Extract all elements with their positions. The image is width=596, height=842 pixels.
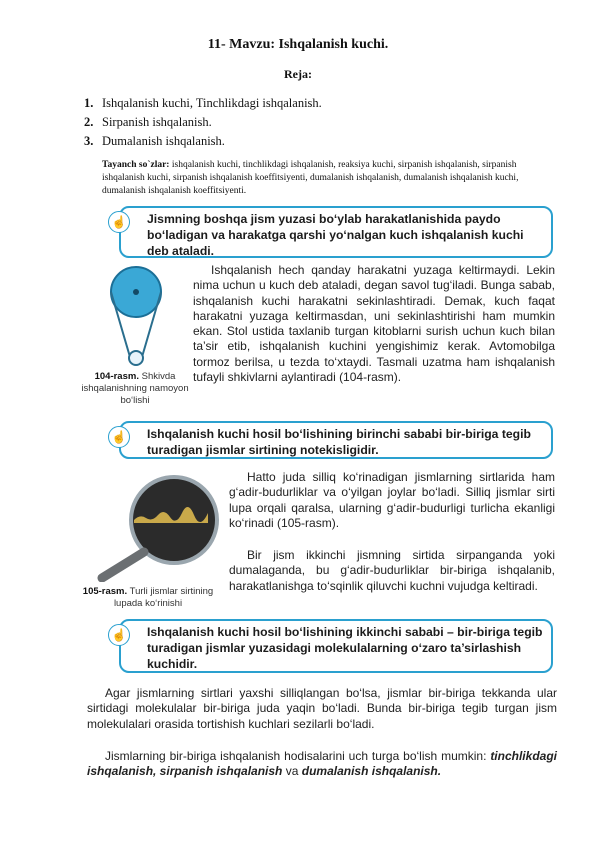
pointing-hand-icon: ☝ bbox=[108, 426, 130, 448]
paragraph-2a: Hatto juda silliq ko‘rinadigan jismlarning sirtlarida ham g‘adir-budurliklar va o‘yilgan joylar bo‘ladi. Silliq jismlar sirti lupa orqali qaralsa, ularning g‘adir-budurligi turlicha ekanligi ko‘rinadi (105-rasm). bbox=[229, 470, 555, 530]
fig104-caption bbox=[80, 371, 190, 407]
keywords bbox=[102, 159, 542, 198]
first-cause-text: Ishqalanish kuchi hosil bo‘lishining birinchi sababi bir-biriga tegib turadigan jismlar sirtining notekisligidir. bbox=[147, 427, 531, 457]
pulley-figure bbox=[100, 262, 172, 370]
paragraph-3: Agar jismlarning sirtlari yaxshi silliqlangan bo‘lsa, jismlar bir-biriga tekkanda ular sirtidagi molekulalar bir-biriga juda yaqin bo‘ladi. Bunda bir-biriga tegib turgan jism molekulalari orasida tortishish kuchlari sezilarli bo‘ladi. bbox=[87, 686, 557, 731]
paragraph-2b: Bir jism ikkinchi jismning sirtida sirpanganda yoki dumalaganda, bu g‘adir-budurliklar bir-biriga ishqalanib, harakatlanishga to‘sqinlik qiluvchi kuchni vujudga keltiradi. bbox=[229, 548, 555, 593]
paragraph-4 bbox=[87, 749, 557, 780]
paragraph-4-start: Jismlarning bir-biriga ishqalanish hodisalarini uch turga bo‘lish mumkin: bbox=[105, 749, 491, 763]
fig105-text: Turli jismlar sirtining lupada ko‘rinishi bbox=[113, 586, 214, 609]
magnifier-figure bbox=[82, 470, 232, 582]
page-title: 11- Mavzu: Ishqalanish kuchi. bbox=[207, 37, 389, 52]
fig105-number: 105-rasm. bbox=[82, 586, 128, 597]
plan-item bbox=[84, 115, 212, 130]
fig104-text: Shkivda ishqalanishning namoyon bo‘lishi bbox=[81, 371, 189, 406]
fig104-number: 104-rasm. bbox=[94, 371, 139, 382]
plan-item bbox=[84, 134, 225, 149]
keywords-text: ishqalanish kuchi, tinchlikdagi ishqalanish, reaksiya kuchi, sirpanish ishqalanish, sirpanish ishqalanish kuchi, sirpanish ishqalanish koeffitsiyenti, dumalanish ishqalanish, dumalanish ishqalanish kuchi, dumalanish ishqalanish koeffitsiyenti. bbox=[102, 160, 519, 196]
friction-types: tinchlikdagi ishqalanish, sirpanish ishqalanish bbox=[87, 749, 557, 779]
plan-text: Sirpanish ishqalanish. bbox=[102, 115, 212, 129]
pointing-hand-icon: ☝ bbox=[108, 624, 130, 646]
friction-type-rolling: dumalanish ishqalanish. bbox=[301, 764, 442, 779]
plan-text: Ishqalanish kuchi, Tinchlikdagi ishqalanish. bbox=[102, 96, 322, 110]
pulley-axle bbox=[133, 289, 139, 295]
plan-item bbox=[84, 96, 322, 111]
magnifier-handle bbox=[102, 552, 144, 578]
paragraph-4-and: va bbox=[282, 764, 302, 779]
plan-heading: Reja: bbox=[284, 67, 312, 81]
plan-number: 2. bbox=[84, 115, 94, 129]
pointing-hand-icon: ☝ bbox=[108, 211, 130, 233]
plan-number: 1. bbox=[84, 96, 94, 110]
plan-text: Dumalanish ishqalanish. bbox=[102, 134, 225, 148]
second-cause-box bbox=[111, 619, 553, 673]
definition-box bbox=[111, 206, 553, 258]
keywords-label: Tayanch so`zlar: bbox=[102, 160, 170, 170]
fig105-caption bbox=[78, 586, 218, 610]
definition-text: Jismning boshqa jism yuzasi bo‘ylab harakatlanishida paydo bo‘ladigan va harakatga qarshi yo‘nalgan kuch ishqalanish kuchi deb ataladi. bbox=[147, 212, 524, 258]
paragraph-1: Ishqalanish hech qanday harakatni yuzaga keltirmaydi. Lekin nima uchun u kuch deb ataladi, degan savol tug‘iladi. Bunga sabab, ishqalanish kuchi harakatni sekinlashtiradi. Demak, kuch faqat harakatni yuzaga keltirmasdan, uni sekinlashtirishi ham mumkin ekan. Stol ustida taxlanib turgan kitoblarni surish uchun kuch bilan ta’sir etib, ishqalanish kuchini yengishimiz kerak. Avtomobilga tormoz berilsa, u tezda to‘xtaydi. Tasmali uzatma ham ishqalanish tufayli shkivlarni aylantiradi (104-rasm). bbox=[193, 263, 555, 385]
first-cause-box bbox=[111, 421, 553, 459]
second-cause-text: Ishqalanish kuchi hosil bo‘lishining ikkinchi sababi – bir-biriga tegib turadigan jismlar yuzasidagi molekulalarning o‘zaro ta’sirlashish kuchidir. bbox=[147, 625, 543, 671]
pulley-wheel-small bbox=[129, 351, 143, 365]
plan-number: 3. bbox=[84, 134, 94, 148]
